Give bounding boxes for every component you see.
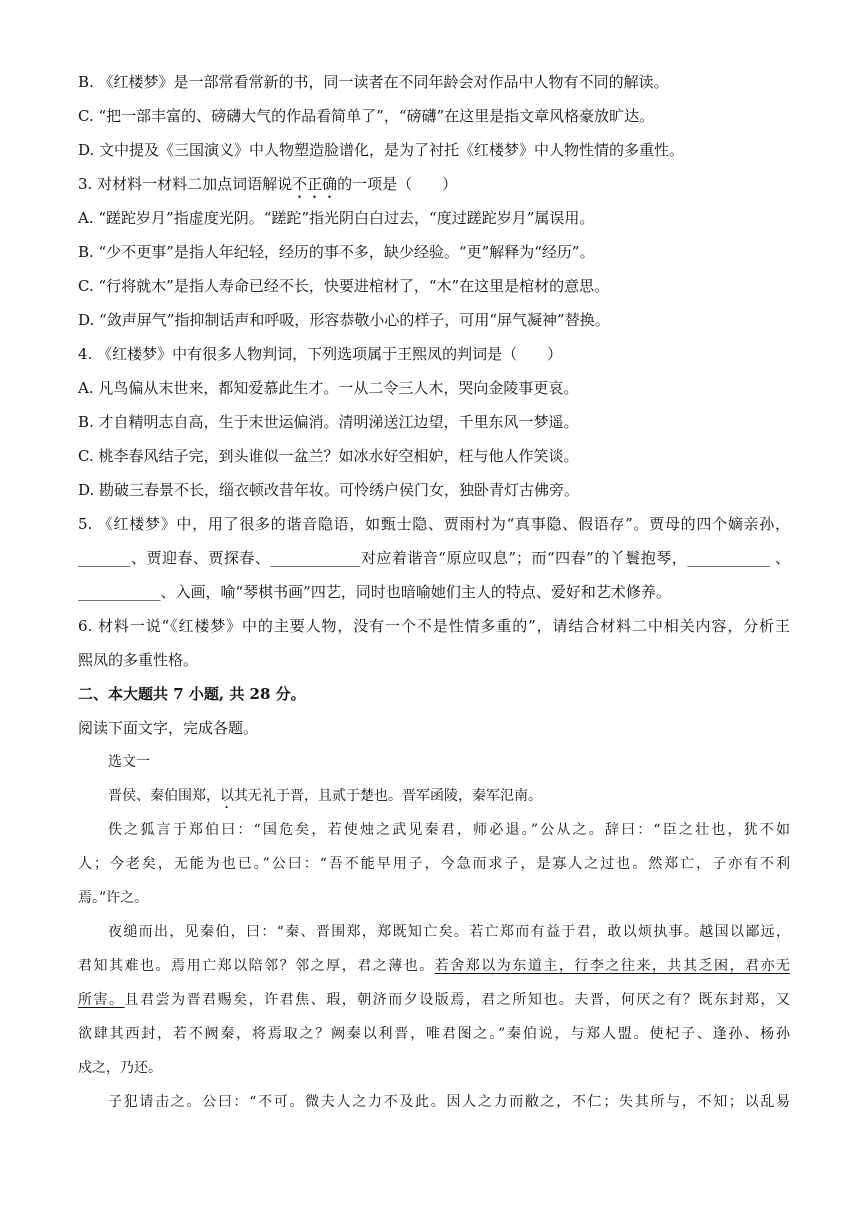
- passage-p2-line-3: 焉。”许之。: [78, 890, 149, 906]
- p3-l2-plain: 君知其难也。焉用亡郑以陪邻？邻之厚，君之薄也。: [78, 958, 435, 974]
- option-d-prev: D. 文中提及《三国演义》中人物塑造脸谱化，是为了衬托《红楼梦》中人物性情的多重性。: [78, 141, 685, 159]
- question-5-line-3: ___________、入画，喻“琴棋书画”四艺，同时也暗喻她们主人的特点、爱好和艺术修养。: [78, 583, 671, 601]
- p3-l3-plain: 且君尝为晋君赐矣，许君焦、瑕，朝济而夕设版焉，君之所知也。夫晋，何厌之有？既东封郑，又: [124, 992, 791, 1008]
- q3-option-d: D. “敛声屏气”指抑制话声和呼吸，形容恭敬小心的样子，可用“屏气凝神”替换。: [78, 311, 610, 329]
- question-5-line-1: 5. 《红楼梦》中，用了很多的谐音隐语，如甄士隐、贾雨村为“真事隐、假语存”。贾母的四个嫡亲孙，: [78, 515, 790, 533]
- passage-p3-line-3: [78, 990, 790, 1010]
- q4-option-c: C. 桃李春风结子完，到头谁似一盆兰？如冰水好空相妒，枉与他人作笑谈。: [78, 447, 579, 465]
- q3-stem-post: 的一项是（ ）: [337, 175, 458, 193]
- p3-l2-underlined: 若舍郑以为东道主，行李之往来，共其乏困，君亦无: [434, 958, 791, 974]
- q4-option-d: D. 勘破三春景不长，缁衣顿改昔年妆。可怜绣户侯门女，独卧青灯古佛旁。: [78, 481, 580, 499]
- section-2-heading: 二、本大题共 7 小题, 共 28 分。: [78, 685, 306, 703]
- passage-paragraph-1: [108, 786, 790, 812]
- question-4-stem: 4. 《红楼梦》中有很多人物判词，下列选项属于王熙凤的判词是（ ）: [78, 345, 563, 363]
- p1-pre: 晋侯、秦伯围郑，: [108, 788, 220, 804]
- passage-p2-line-2: 人；今老矣，无能为也已。”公曰：“吾不能早用子，今急而求子，是寡人之过也。然郑亡，子亦有不利: [78, 856, 790, 872]
- question-3-stem: [78, 174, 790, 202]
- passage-p3-line-2: [78, 956, 790, 976]
- p1-dotted-word: 以: [220, 788, 234, 804]
- question-6-line-1: 6. 材料一说“《红楼梦》中的主要人物，没有一个不是性情多重的”，请结合材料二中相关内容，分析王: [78, 617, 790, 635]
- passage-p3-line-1: 夜缒而出，见秦伯，曰：“秦、晋围郑，郑既知亡矣。若亡郑而有益于君，敢以烦执事。越国以鄙远，: [108, 924, 790, 940]
- option-b-prev: B. 《红楼梦》是一部常看常新的书，同一读者在不同年龄会对作品中人物有不同的解读。: [78, 73, 669, 91]
- passage-p3-line-4: 欲肆其西封，若不阙秦，将焉取之？阙秦以利晋，唯君图之。”秦伯说，与郑人盟。使杞子、逢孙、杨孙: [78, 1026, 790, 1042]
- q4-option-b: B. 才自精明志自高，生于末世运偏消。清明涕送江边望，千里东风一梦遥。: [78, 413, 579, 431]
- p3-l3-underlined: 所害。: [78, 992, 125, 1008]
- question-5-line-2: _______、贾迎春、贾探春、____________对应着谐音“原应叹息”；而“四春”的丫鬟抱琴，___________ 、: [78, 549, 790, 567]
- q3-option-c: C. “行将就木”是指人寿命已经不长，快要进棺材了，“木”在这里是棺材的意思。: [78, 277, 610, 295]
- option-c-prev: C. “把一部丰富的、磅礴大气的作品看简单了”，“磅礴”在这里是指文章风格豪放旷达。: [78, 107, 655, 125]
- p1-post: 其无礼于晋，且贰于楚也。晋军函陵，秦军氾南。: [234, 788, 542, 804]
- q3-stem-pre: 3. 对材料一材料二加点词语解说: [78, 175, 293, 193]
- q4-option-a: A. 凡鸟偏从末世来，都知爱慕此生才。一从二令三人木，哭向金陵事更哀。: [78, 379, 579, 397]
- passage-p3-line-5: 戍之，乃还。: [78, 1060, 162, 1076]
- passage-p4-line-1: 子犯请击之。公曰：“不可。微夫人之力不及此。因人之力而敝之，不仁；失其所与，不知；以乱易: [108, 1094, 790, 1110]
- section-2-instruction: 阅读下面文字，完成各题。: [78, 719, 259, 737]
- q3-option-a: A. “蹉跎岁月”指虚度光阴。“蹉跎”指光阴白白过去，“度过蹉跎岁月”属误用。: [78, 209, 595, 227]
- passage-p2-line-1: 佚之狐言于郑伯曰：“国危矣，若使烛之武见秦君，师必退。”公从之。辞曰：“臣之壮也，犹不如: [108, 822, 790, 838]
- q3-stem-dotted: 不正确: [292, 175, 338, 193]
- passage-label: 选文一: [108, 754, 150, 770]
- q3-option-b: B. “少不更事”是指人年纪轻，经历的事不多，缺少经验。“更”解释为“经历”。: [78, 243, 595, 261]
- question-6-line-2: 熙凤的多重性格。: [78, 651, 199, 669]
